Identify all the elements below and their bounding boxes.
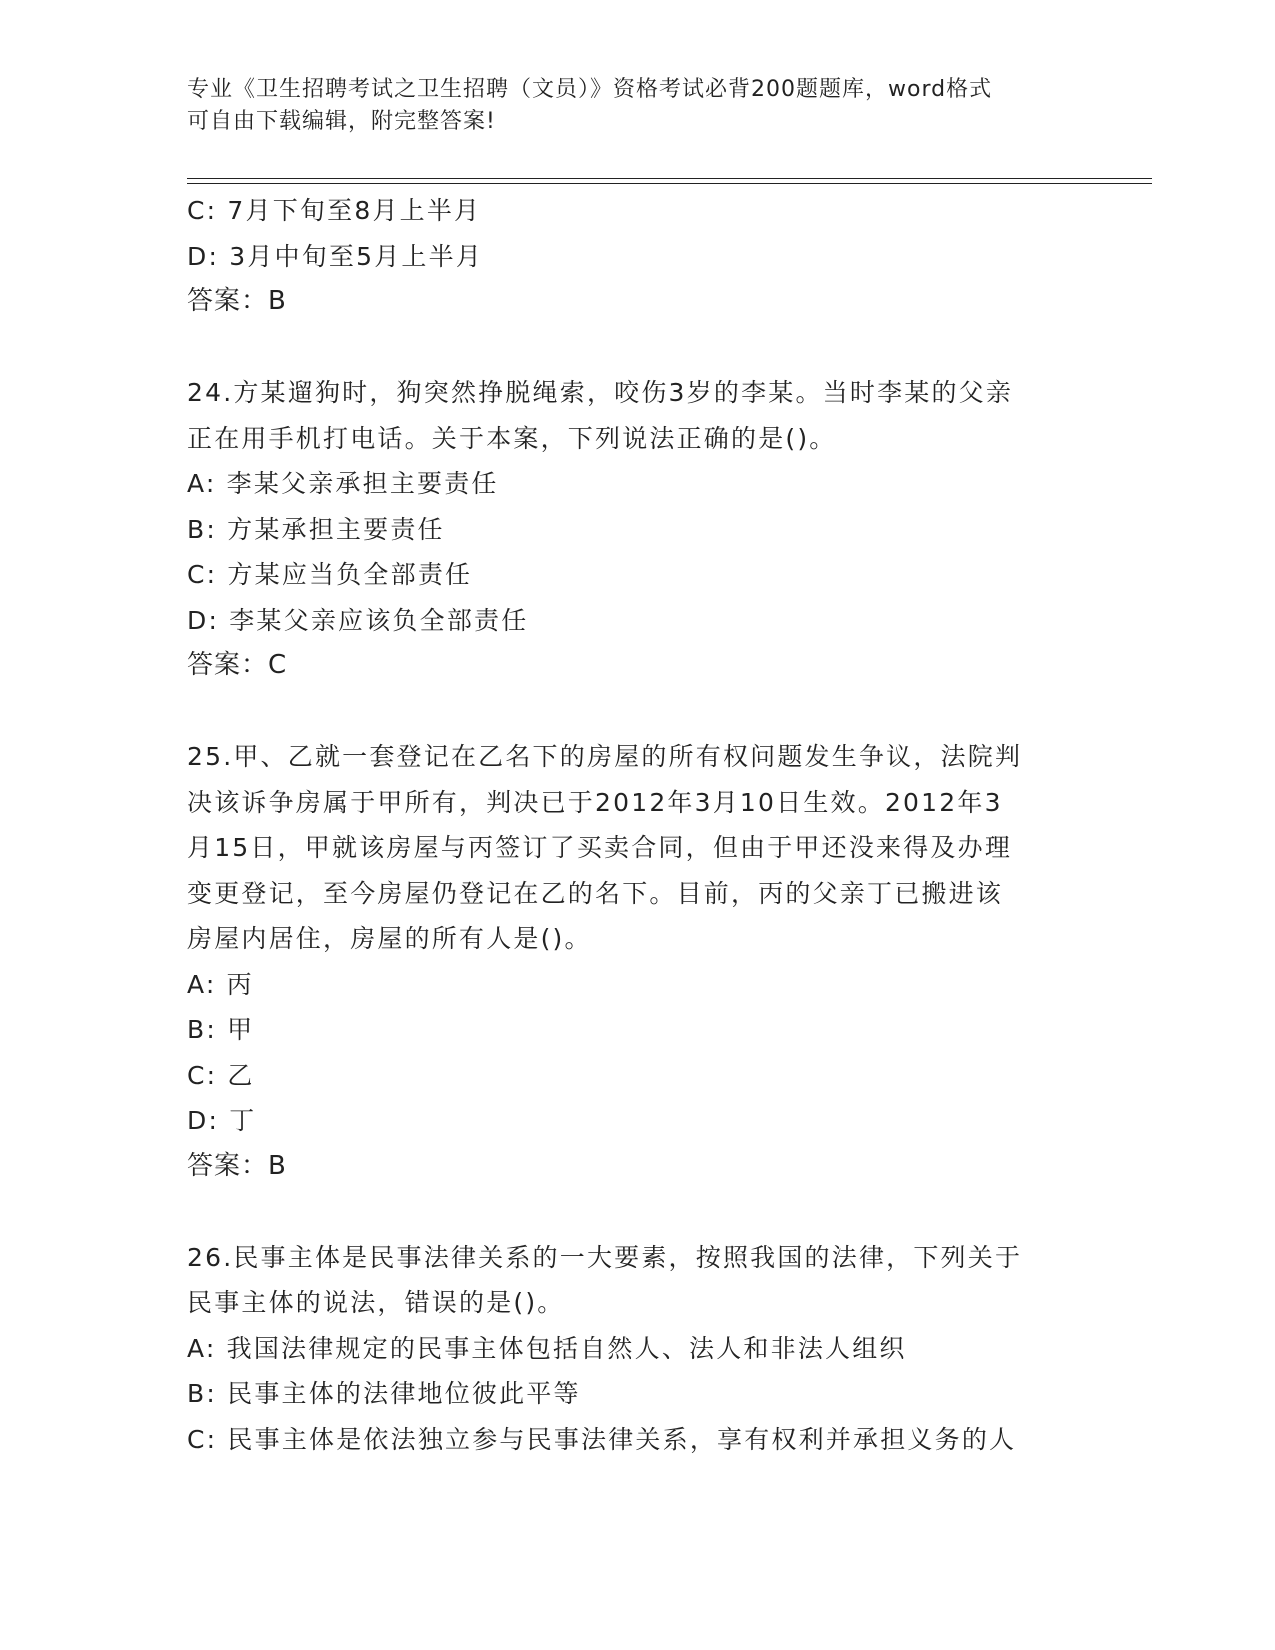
option-d: D: 丁 [187,1106,257,1135]
spacer [187,689,1087,735]
option-c: C: 7月下旬至8月上半月 [187,196,482,225]
header-line-2: 可自由下载编辑，附完整答案! [187,109,496,134]
question-stem-line: 房屋内居住，房屋的所有人是()。 [187,924,592,953]
option-a: A: 我国法律规定的民事主体包括自然人、法人和非法人组织 [187,1333,907,1363]
header-line-1: 专业《卫生招聘考试之卫生招聘（文员）》资格考试必背200题题库，word格式 [187,77,993,102]
answer-line: 答案：C [187,650,288,680]
option-d: D: 3月中旬至5月上半月 [187,241,484,271]
header-rule-top [187,178,1152,179]
question-26 [187,1235,1087,1463]
document-body [187,188,1087,1462]
spacer [187,1189,1087,1235]
question-stem-line: 24.方某遛狗时，狗突然挣脱绳索，咬伤3岁的李某。当时李某的父亲 [187,378,1014,407]
document-header [187,74,1087,138]
question-stem-line: 25.甲、乙就一套登记在乙名下的房屋的所有权问题发生争议，法院判 [187,742,1023,771]
question-stem-line: 月15日，甲就该房屋与丙签订了买卖合同，但由于甲还没来得及办理 [187,833,1013,862]
question-stem-line: 决该诉争房属于甲所有，判决已于2012年3月10日生效。2012年3 [187,787,1003,817]
option-b: B: 方某承担主要责任 [187,514,445,544]
option-c: C: 民事主体是依法独立参与民事法律关系，享有权利并承担义务的人 [187,1424,1017,1454]
option-a: A: 李某父亲承担主要责任 [187,469,499,498]
question-24 [187,370,1087,689]
option-c: C: 方某应当负全部责任 [187,560,473,589]
question-stem-line: 民事主体的说法，错误的是()。 [187,1288,565,1317]
option-b: B: 甲 [187,1015,255,1044]
option-b: B: 民事主体的法律地位彼此平等 [187,1379,581,1408]
option-d: D: 李某父亲应该负全部责任 [187,605,529,635]
answer-line: 答案：B [187,1150,287,1181]
previous-question-tail [187,188,1087,325]
header-rule-bottom [187,183,1152,184]
option-a: A: 丙 [187,969,254,999]
question-stem-line: 变更登记，至今房屋仍登记在乙的名下。目前，丙的父亲丁已搬进该 [187,878,1004,908]
option-c: C: 乙 [187,1060,255,1090]
answer-line: 答案：B [187,286,287,316]
question-stem-line: 26.民事主体是民事法律关系的一大要素，按照我国的法律，下列关于 [187,1242,1023,1272]
question-25 [187,734,1087,1189]
question-stem-line: 正在用手机打电话。关于本案，下列说法正确的是()。 [187,423,837,453]
spacer [187,325,1087,371]
